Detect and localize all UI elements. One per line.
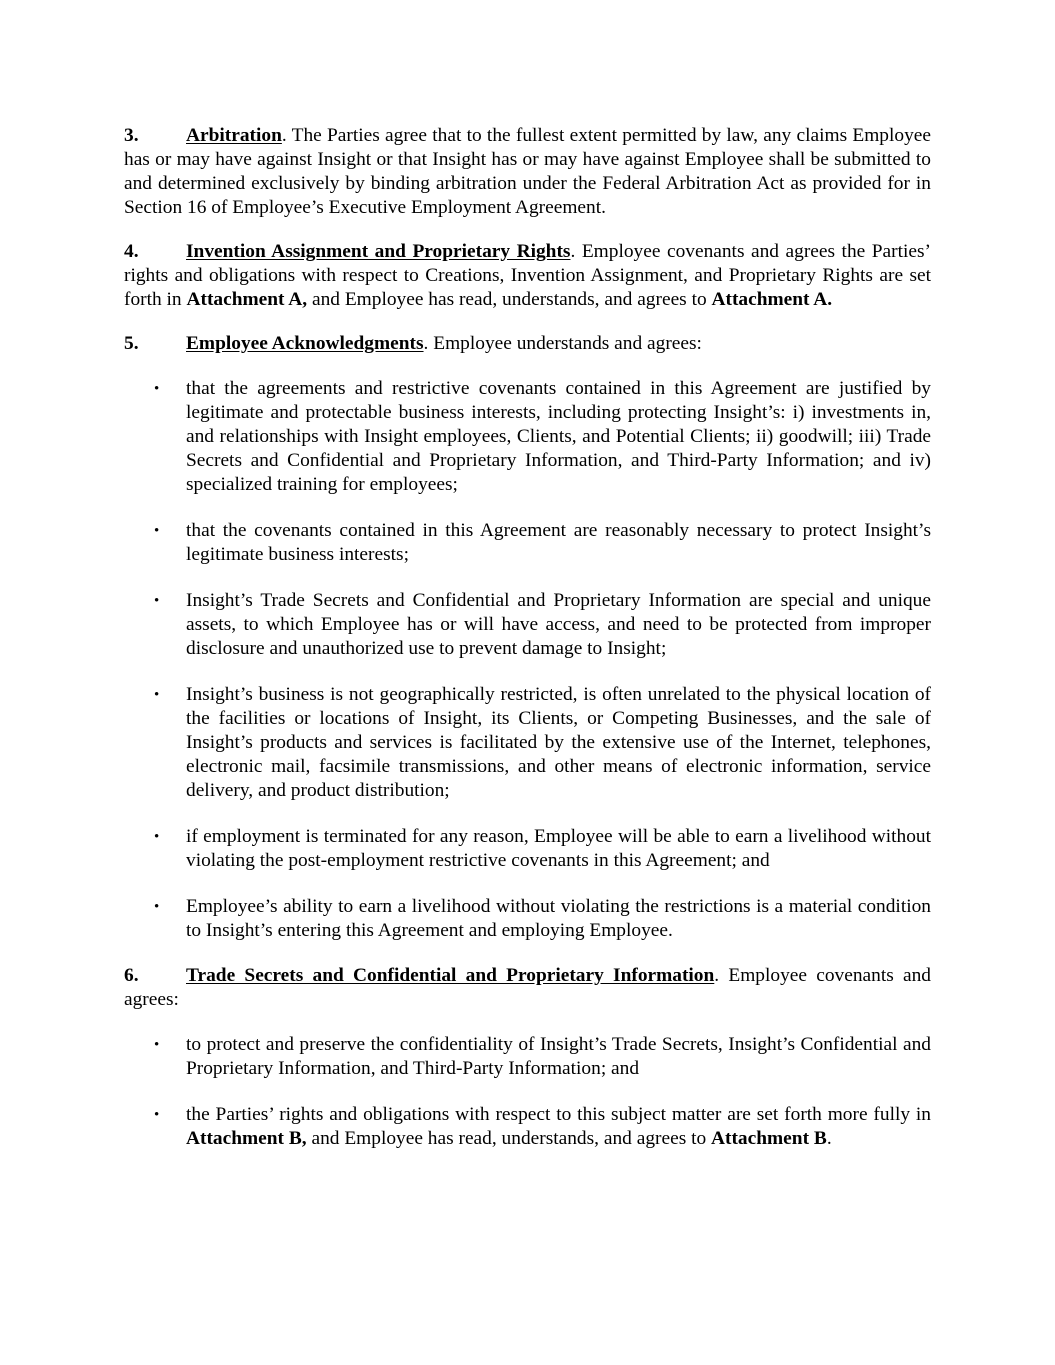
section-6-trade-secrets	[124, 964, 931, 1012]
list-item-text: Employee’s ability to earn a livelihood without violating the restrictions is a material condition to Insight’s entering this Agreement and employing Employee.	[186, 896, 931, 941]
section-heading: Trade Secrets and Confidential and Proprietary Information	[186, 965, 715, 986]
list-item-text: the Parties’ rights and obligations with respect to this subject matter are set forth more fully in	[186, 1104, 931, 1125]
list-item-text: that the covenants contained in this Agreement are reasonably necessary to protect Insight’s legitimate business interests;	[186, 520, 931, 565]
list-item-text: Insight’s business is not geographically restricted, is often unrelated to the physical location of the facilities or locations of Insight, its Clients, or Competing Businesses, and the sale of Insight’s products and services is facilitated by the extensive use of the Internet, telephones, electronic mail, facsimile transmissions, and other means of electronic information, service delivery, and product distribution;	[186, 684, 931, 801]
section-text: . The Parties agree that to the fullest extent permitted by law, any claims Employee has or may have against Insight or that Insight has or may have against Employee shall be submitted to and determined exclusively by binding arbitration under the Federal Arbitration Act as provided for in Section 16 of Employee’s Executive Employment Agreement.	[124, 125, 931, 218]
list-item	[124, 1033, 931, 1081]
list-item-text: that the agreements and restrictive covenants contained in this Agreement are justified by legitimate and protectable business interests, including protecting Insight’s: i) investments in, and relationships with Insight employees, Clients, and Potential Clients; ii) goodwill; iii) Trade Secrets and Confidential and Proprietary Information, and Third-Party Information; and iv) specialized training for employees;	[186, 378, 931, 495]
bullet-icon: •	[154, 523, 160, 539]
document-body	[124, 124, 931, 1151]
section-text: . Employee covenants and agrees:	[124, 965, 931, 1010]
section-number: 5.	[124, 333, 139, 354]
section-3-arbitration	[124, 124, 931, 220]
trade-secrets-list	[124, 1033, 931, 1151]
list-item-text: to protect and preserve the confidentiality of Insight’s Trade Secrets, Insight’s Confidential and Proprietary Information, and Third-Party Information; and	[186, 1034, 931, 1079]
bullet-icon: •	[154, 1107, 160, 1123]
section-4-invention-assignment	[124, 240, 931, 312]
bullet-icon: •	[154, 1037, 160, 1053]
section-heading: Employee Acknowledgments	[186, 333, 424, 354]
bullet-icon: •	[154, 381, 160, 397]
section-heading: Invention Assignment and Proprietary Rights	[186, 241, 571, 262]
list-item	[124, 1103, 931, 1151]
section-text: and Employee has read, understands, and agrees to	[307, 289, 712, 310]
bullet-icon: •	[154, 593, 160, 609]
list-item	[124, 683, 931, 803]
list-item-text: Insight’s Trade Secrets and Confidential and Proprietary Information are special and unique assets, to which Employee has or will have access, and need to be protected from improper disclosure and unauthorized use to prevent damage to Insight;	[186, 590, 931, 659]
section-text: . Employee covenants and agrees the Parties’ rights and obligations with respect to Creations, Invention Assignment, and Proprietary Rights are set forth in	[124, 241, 931, 310]
attachment-reference: Attachment A,	[186, 289, 308, 310]
section-text: . Employee understands and agrees:	[423, 333, 702, 354]
attachment-reference: Attachment A.	[711, 289, 833, 310]
bullet-icon: •	[154, 829, 160, 845]
list-item-text: .	[826, 1128, 832, 1149]
list-item-text: if employment is terminated for any reason, Employee will be able to earn a livelihood without violating the post-employment restrictive covenants in this Agreement; and	[186, 826, 931, 871]
section-number: 6.	[124, 965, 139, 986]
attachment-reference: Attachment B,	[186, 1128, 307, 1149]
bullet-icon: •	[154, 899, 160, 915]
bullet-icon: •	[154, 687, 160, 703]
list-item	[124, 895, 931, 943]
section-number: 4.	[124, 241, 139, 262]
list-item	[124, 825, 931, 873]
attachment-reference: Attachment B	[711, 1128, 827, 1149]
list-item	[124, 377, 931, 497]
list-item-text: and Employee has read, understands, and agrees to	[306, 1128, 712, 1149]
list-item	[124, 589, 931, 661]
section-5-employee-acknowledgments	[124, 332, 931, 356]
list-item	[124, 519, 931, 567]
section-number: 3.	[124, 125, 139, 146]
acknowledgments-list	[124, 377, 931, 943]
section-heading: Arbitration	[186, 125, 282, 146]
